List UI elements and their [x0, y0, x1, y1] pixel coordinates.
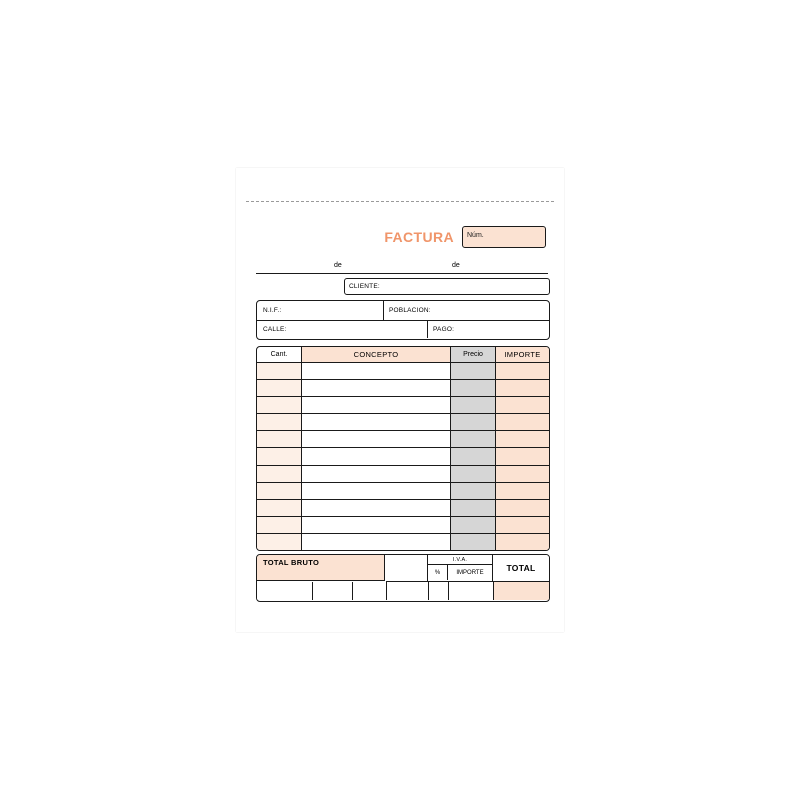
items-table[interactable] [256, 346, 550, 551]
table-row[interactable] [257, 499, 549, 500]
iva-group[interactable] [428, 555, 493, 582]
invoice-sheet [236, 168, 564, 632]
totals-bottom-input-row[interactable] [257, 582, 493, 600]
date-de-label-2: de [452, 262, 460, 269]
iva-percent-label: % [428, 565, 448, 580]
total-bruto-value-cell[interactable] [386, 555, 428, 582]
iva-label: I.V.A. [428, 555, 492, 565]
details-vertical-divider-top [383, 301, 384, 320]
calle-label: CALLE: [263, 326, 287, 333]
perforation-dashed-line [246, 201, 554, 202]
column-fill-importe [496, 362, 549, 550]
page-title: FACTURA [384, 229, 454, 245]
items-table-header [257, 347, 549, 363]
totals-bottom-divider-3 [386, 582, 387, 600]
table-row[interactable] [257, 413, 549, 414]
totals-block[interactable] [256, 554, 550, 602]
column-fill-cant [257, 362, 302, 550]
customer-details-box[interactable] [256, 300, 550, 340]
poblacion-label: POBLACION: [389, 307, 431, 314]
total-value-cell[interactable] [493, 582, 550, 600]
column-header-cant: Cant. [257, 347, 302, 362]
table-row[interactable] [257, 447, 549, 448]
iva-importe-label: IMPORTE [456, 569, 484, 576]
column-fill-concepto [302, 362, 451, 550]
date-line[interactable] [256, 261, 548, 274]
invoice-number-label: Núm. [467, 232, 484, 239]
table-row[interactable] [257, 533, 549, 534]
details-horizontal-divider [257, 320, 549, 321]
table-row[interactable] [257, 430, 549, 431]
invoice-title-row [256, 226, 546, 250]
totals-bottom-divider-2 [352, 582, 353, 600]
cliente-label: CLIENTE: [349, 283, 380, 290]
details-vertical-divider-bottom [427, 320, 428, 338]
total-label: TOTAL [493, 555, 549, 582]
nif-label: N.I.F.: [263, 307, 282, 314]
column-header-concepto: CONCEPTO [302, 347, 451, 362]
column-fill-precio [451, 362, 496, 550]
column-header-importe: IMPORTE [496, 347, 549, 362]
pago-label: PAGO: [433, 326, 455, 333]
column-header-precio: Precio [451, 347, 496, 362]
date-de-label-1: de [334, 262, 342, 269]
table-row[interactable] [257, 396, 549, 397]
total-bruto-label: TOTAL BRUTO [257, 555, 385, 581]
table-row[interactable] [257, 482, 549, 483]
totals-bottom-divider-1 [312, 582, 313, 600]
invoice-number-field[interactable] [462, 226, 546, 248]
totals-bottom-divider-5 [448, 582, 449, 600]
cliente-field[interactable] [344, 278, 550, 295]
table-row[interactable] [257, 465, 549, 466]
table-row[interactable] [257, 379, 549, 380]
table-row[interactable] [257, 516, 549, 517]
totals-bottom-divider-4 [428, 582, 429, 600]
